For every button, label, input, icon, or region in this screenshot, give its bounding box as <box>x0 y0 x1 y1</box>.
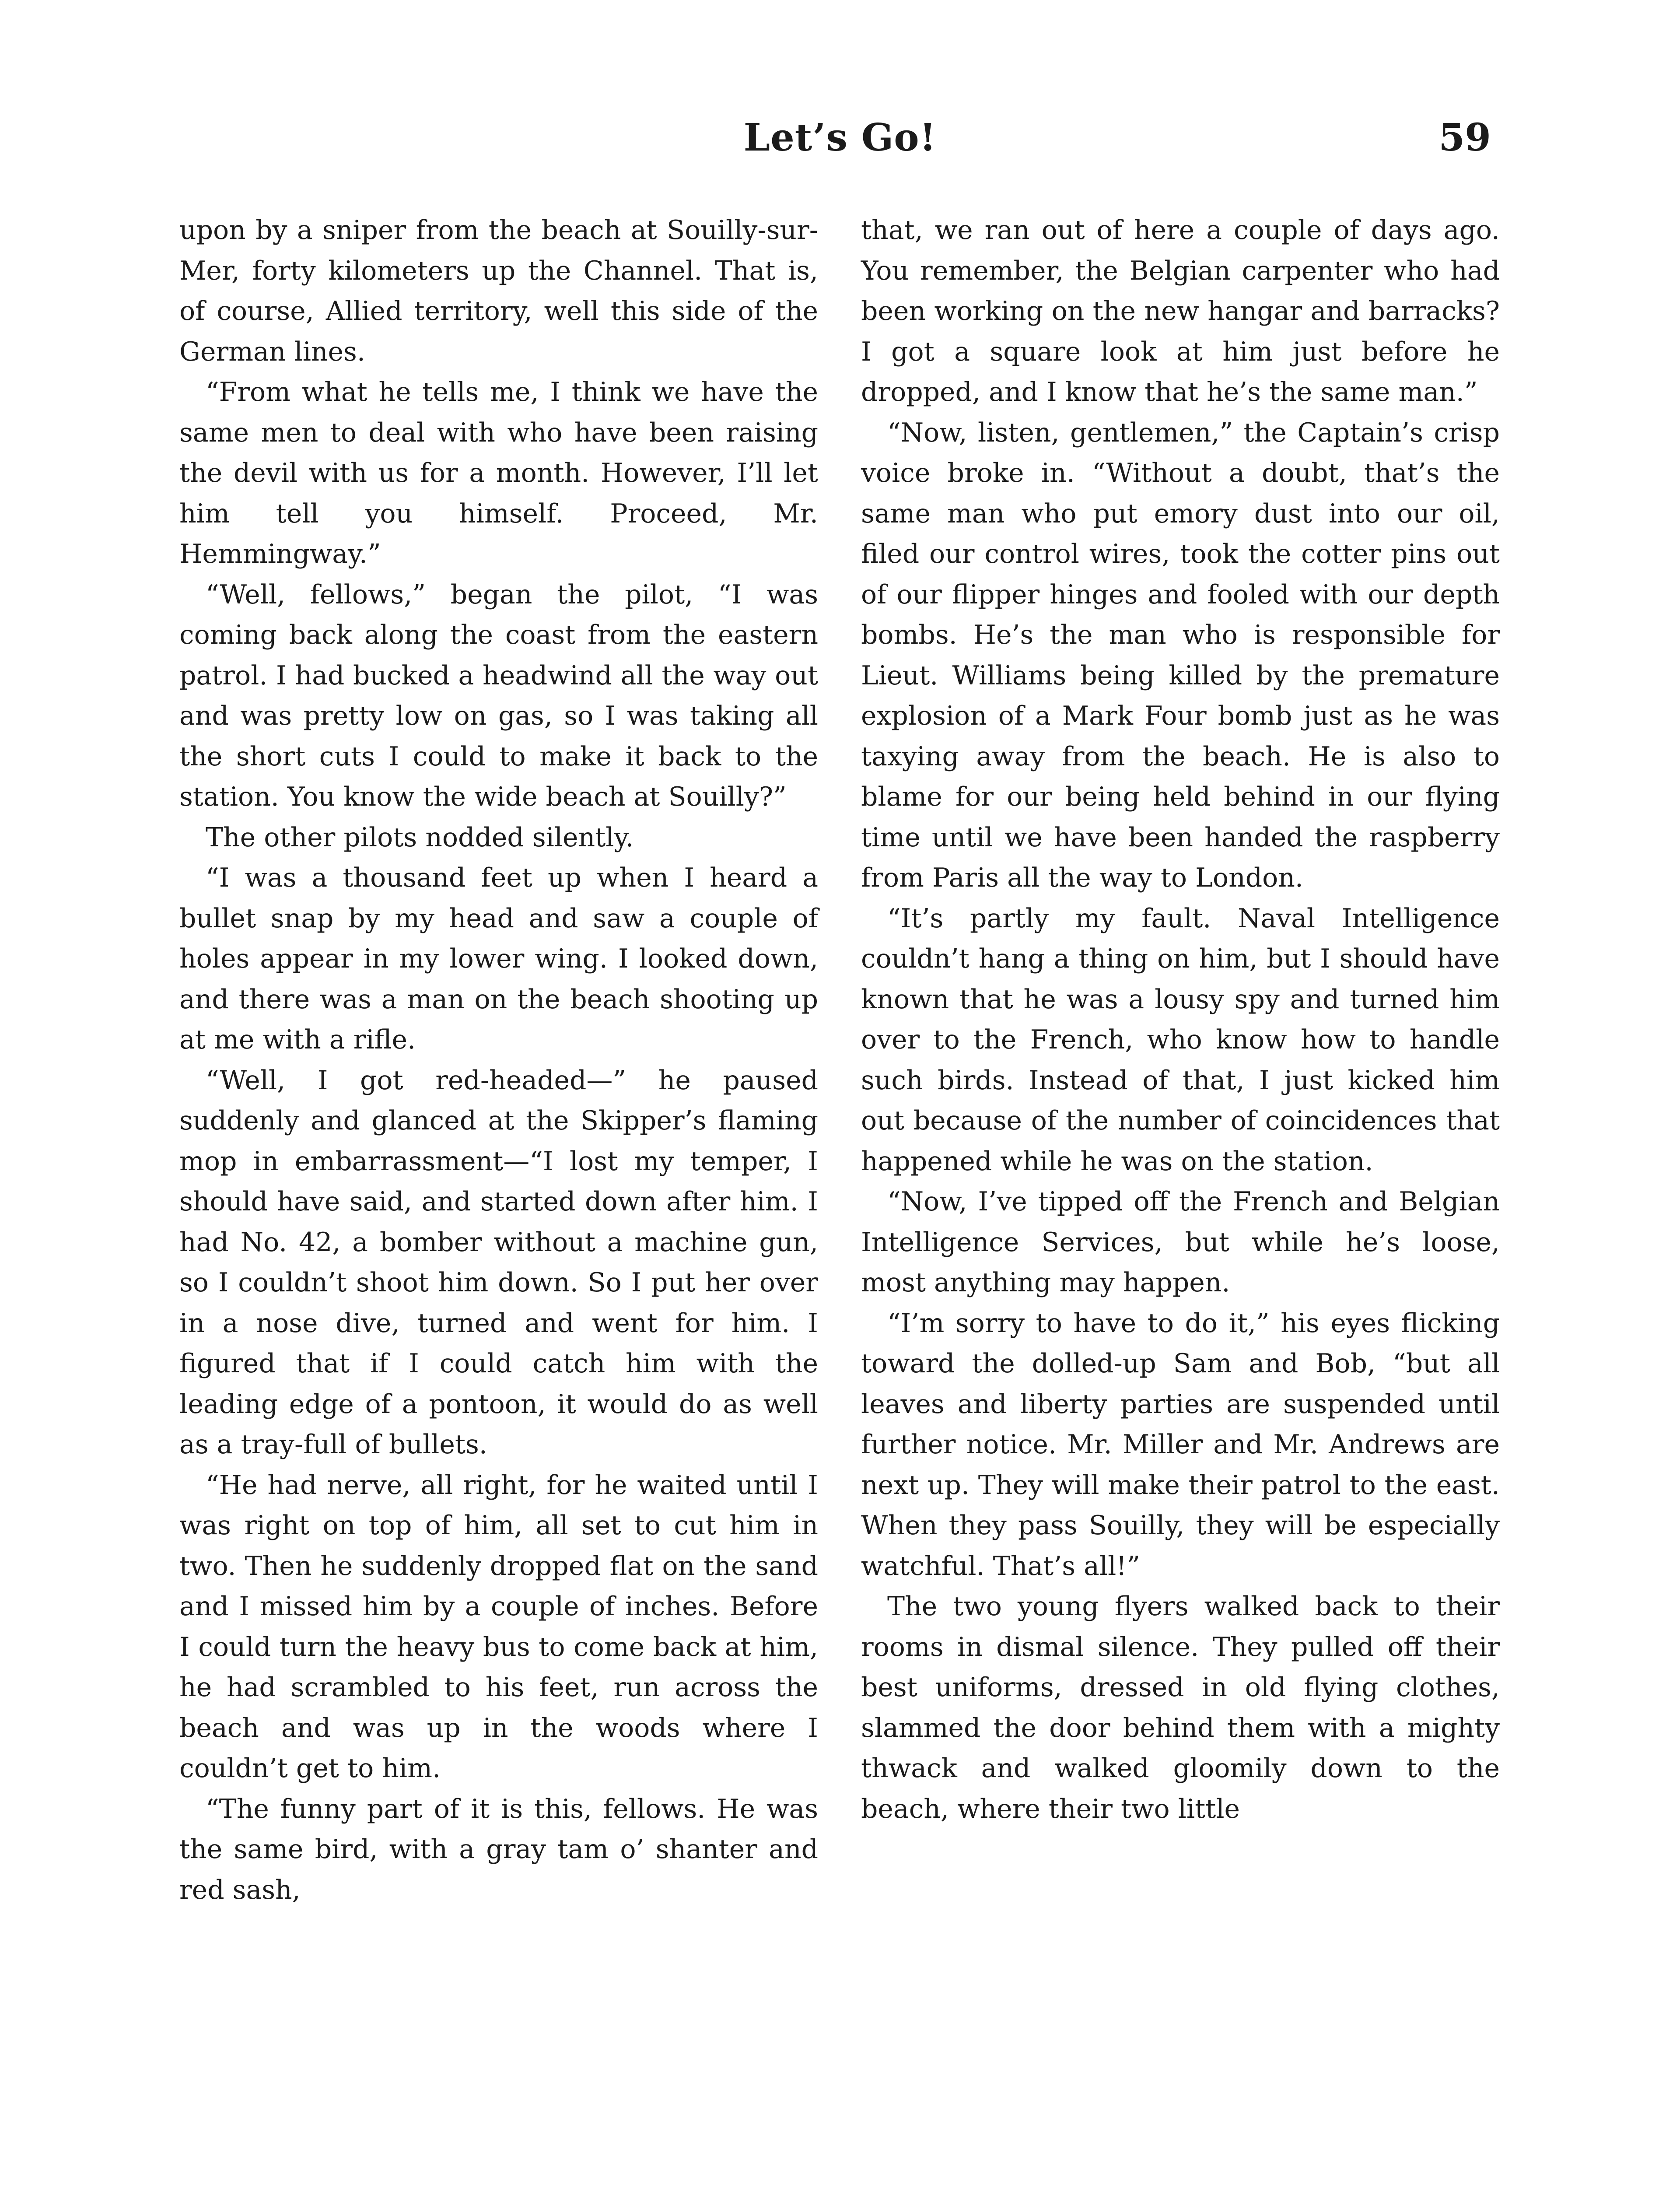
paragraph: “Now, I’ve tipped off the French and Belgian Intelligence Services, but while he’s loose, most anything may happen. <box>861 1186 1500 1298</box>
paragraph: “I’m sorry to have to do it,” his eyes flicking toward the dolled-up Sam and Bob, “but all leaves and liberty parties are suspended until further notice. Mr. Miller and Mr. Andrews are next up. They will make their patrol to the east. When they pass Souilly, they will be especially watchful. That’s all!” <box>861 1308 1500 1581</box>
paragraph: “He had nerve, all right, for he waited until I was right on top of him, all set to cut him in two. Then he suddenly dropped flat on the sand and I missed him by a couple of inches. Before I could turn the heavy bus to come back at him, he had scrambled to his feet, run across the beach and was up in the woods where I couldn’t get to him. <box>179 1469 818 1784</box>
paragraph: “I was a thousand feet up when I heard a bullet snap by my head and saw a couple of holes appear in my lower wing. I looked down, and there was a man on the beach shooting up at me with a rifle. <box>179 863 818 1055</box>
paragraph: “It’s partly my fault. Naval Intelligence couldn’t hang a thing on him, but I should have known that he was a lousy spy and turned him over to the French, who know how to handle such birds. Instead of that, I just kicked him out because of the number of coincidences that happened while he was on the station. <box>861 903 1500 1177</box>
paragraph: that, we ran out of here a couple of days ago. You remember, the Belgian carpenter who had been working on the new hangar and barracks? I got a square look at him just before he dropped, and I know that he’s the same man.” <box>861 215 1500 407</box>
paragraph: The other pilots nodded silently. <box>206 822 634 853</box>
left-column <box>179 210 818 1910</box>
paragraph: The two young flyers walked back to their rooms in dismal silence. They pulled off their best uniforms, dressed in old flying clothes, slammed the door behind them with a mighty thwack and walked gloomily down to the beach, where their two little <box>861 1591 1500 1824</box>
page-number: 59 <box>1438 116 1491 160</box>
paragraph: “Well, fellows,” began the pilot, “I was coming back along the coast from the eastern patrol. I had bucked a headwind all the way out and was pretty low on gas, so I was taking all the short cuts I could to make it back to the station. You know the wide beach at Souilly?” <box>179 579 818 812</box>
right-column <box>861 210 1500 1829</box>
paragraph: “Well, I got red-headed—” he paused suddenly and glanced at the Skipper’s flaming mop in embarrassment—“I lost my temper, I should have said, and started down after him. I had No. 42, a bomber without a machine gun, so I couldn’t shoot him down. So I put her over in a nose dive, turned and went for him. I figured that if I could catch him with the leading edge of a pontoon, it would do as well as a tray-full of bullets. <box>179 1065 818 1460</box>
page-header <box>0 115 1680 180</box>
paragraph: “From what he tells me, I think we have the same men to deal with who have been raising the devil with us for a month. However, I’ll let him tell you himself. Proceed, Mr. Hemmingway.” <box>179 377 818 569</box>
paragraph: upon by a sniper from the beach at Souilly-sur-Mer, forty kilometers up the Channel. That is, of course, Allied territory, well this side of the German lines. <box>179 215 818 367</box>
running-title: Let’s Go! <box>743 116 937 160</box>
paragraph: “Now, listen, gentlemen,” the Captain’s crisp voice broke in. “Without a doubt, that’s the same man who put emory dust into our oil, filed our control wires, took the cotter pins out of our flipper hinges and fooled with our depth bombs. He’s the man who is responsible for Lieut. Williams being killed by the premature explosion of a Mark Four bomb just as he was taxying away from the beach. He is also to blame for our being held behind in our flying time until we have been handed the raspberry from Paris all the way to London. <box>861 417 1500 893</box>
paragraph: “The funny part of it is this, fellows. He was the same bird, with a gray tam o’ shanter and red sash, <box>179 1793 818 1905</box>
